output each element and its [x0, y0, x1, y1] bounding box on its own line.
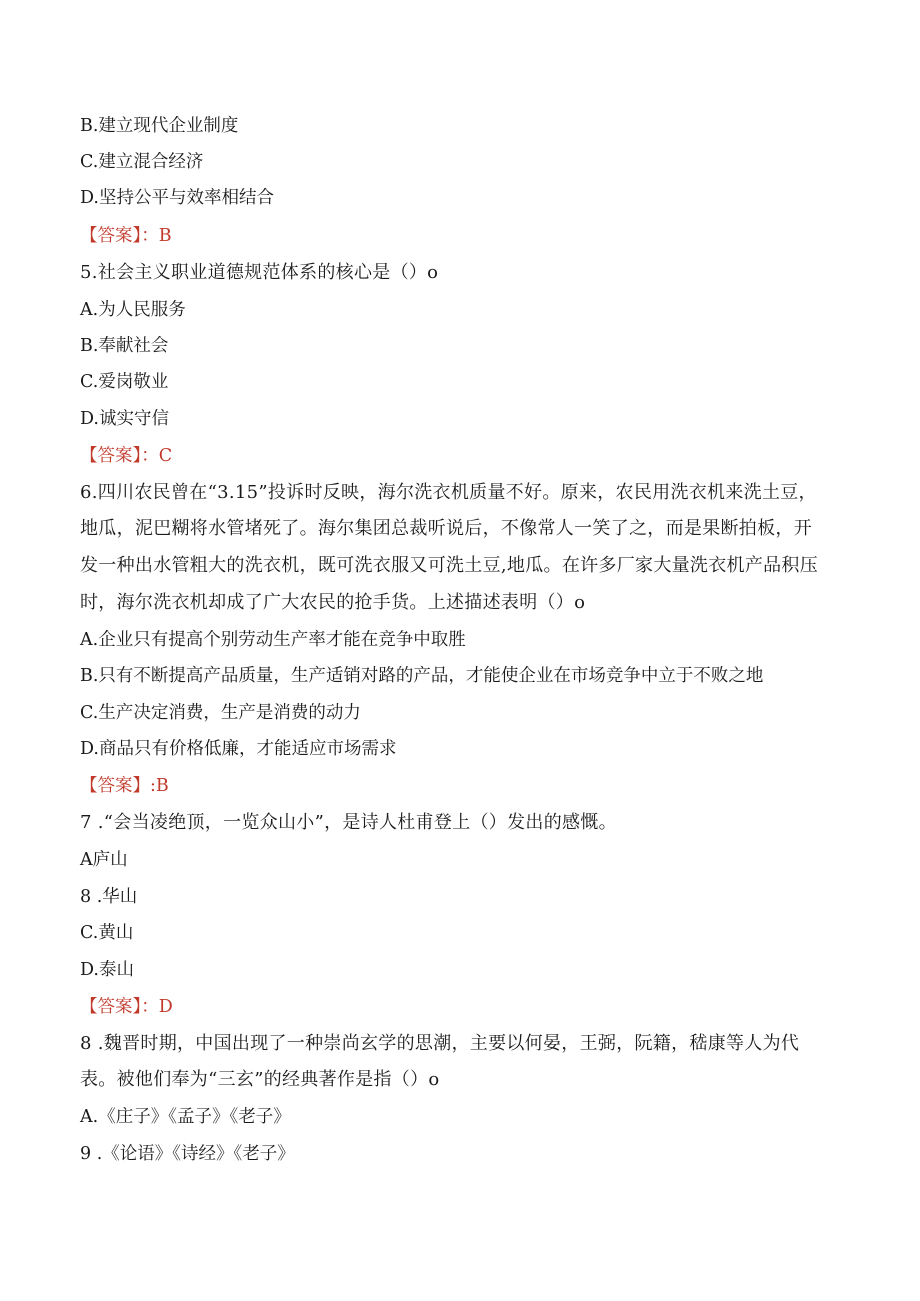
question-line: [80, 554, 850, 578]
option-line: [80, 150, 850, 174]
question-line: [80, 591, 850, 615]
question-text: 表。被他们奉为“三玄”的经典著作是指（）o: [80, 1069, 440, 1090]
option-text: B.奉献社会: [80, 336, 169, 356]
question-text: 地瓜，泥巴糊将水管堵死了。海尔集团总裁听说后，不像常人一笑了之，而是果断拍板，开: [80, 518, 812, 539]
option-text: A庐山: [80, 850, 128, 870]
answer-line: [80, 224, 850, 248]
option-text: D.泰山: [80, 960, 134, 980]
answer-line: [80, 444, 850, 468]
option-text: A.为人民服务: [80, 300, 186, 320]
option-text: C.建立混合经济: [80, 152, 204, 172]
option-line: [80, 298, 850, 322]
question-text: 时，海尔洗衣机却成了广大农民的抢手货。上述描述表明（）o: [80, 592, 586, 613]
question-text: 8 .魏晋时期，中国出现了一种崇尚玄学的思潮，主要以何晏，王弼，阮籍，嵇康等人为代: [80, 1033, 800, 1054]
answer-line: [80, 995, 850, 1019]
option-line: [80, 334, 850, 358]
option-line: [80, 407, 850, 431]
answer-line: [80, 774, 850, 798]
question-text: 发一种出水管粗大的洗衣机，既可洗衣服又可洗土豆,地瓜。在许多厂家大量洗衣机产品积压: [80, 555, 819, 576]
question-line: [80, 261, 850, 285]
option-line: [80, 628, 850, 652]
question-text: 5.社会主义职业道德规范体系的核心是（）o: [80, 262, 439, 283]
option-line: [80, 848, 850, 872]
answer-value: :B: [150, 776, 169, 796]
answer-tag: 【答案】: [80, 226, 142, 246]
option-line: [80, 1105, 850, 1129]
answer-value: ：D: [141, 997, 173, 1017]
option-line: [80, 958, 850, 982]
question-line: [80, 481, 850, 505]
question-text: 7 .“会当凌绝顶，一览众山小”，是诗人杜甫登上（）发出的感慨。: [80, 812, 617, 833]
answer-value: ：C: [141, 446, 173, 466]
option-text: A.《庄子》《孟子》《老子》: [80, 1107, 291, 1127]
option-text: B.只有不断提高产品质量，生产适销对路的产品，才能使企业在市场竞争中立于不败之地: [80, 666, 764, 686]
option-line: [80, 737, 850, 761]
option-text: 9 .《论语》《诗经》《老子》: [80, 1144, 295, 1164]
question-line: [80, 517, 850, 541]
option-text: C.黄山: [80, 923, 134, 943]
option-line: [80, 885, 850, 909]
answer-tag: 【答案】: [80, 776, 150, 796]
option-text: A.企业只有提高个别劳动生产率才能在竞争中取胜: [80, 630, 466, 650]
option-text: C.爱岗敬业: [80, 372, 169, 392]
answer-tag: 【答案】: [80, 446, 142, 466]
option-text: D.商品只有价格低廉，才能适应市场需求: [80, 739, 397, 759]
answer-tag: 【答案】: [80, 997, 142, 1017]
option-text: D.诚实守信: [80, 409, 169, 429]
option-line: [80, 701, 850, 725]
option-line: [80, 1142, 850, 1166]
question-text: 6.四川农民曾在“3.15”投诉时反映，海尔洗衣机质量不好。原来，农民用洗衣机来洗土豆，: [80, 482, 817, 503]
option-line: [80, 186, 850, 210]
question-line: [80, 1032, 850, 1056]
option-line: [80, 370, 850, 394]
question-line: [80, 811, 850, 835]
answer-value: ：B: [141, 226, 172, 246]
question-line: [80, 1068, 850, 1092]
option-text: C.生产决定消费，生产是消费的动力: [80, 703, 361, 723]
option-text: D.坚持公平与效率相结合: [80, 188, 274, 208]
option-text: B.建立现代企业制度: [80, 116, 239, 136]
option-line: [80, 664, 850, 688]
option-line: [80, 921, 850, 945]
option-line: [80, 114, 850, 138]
option-text: 8 .华山: [80, 887, 138, 907]
